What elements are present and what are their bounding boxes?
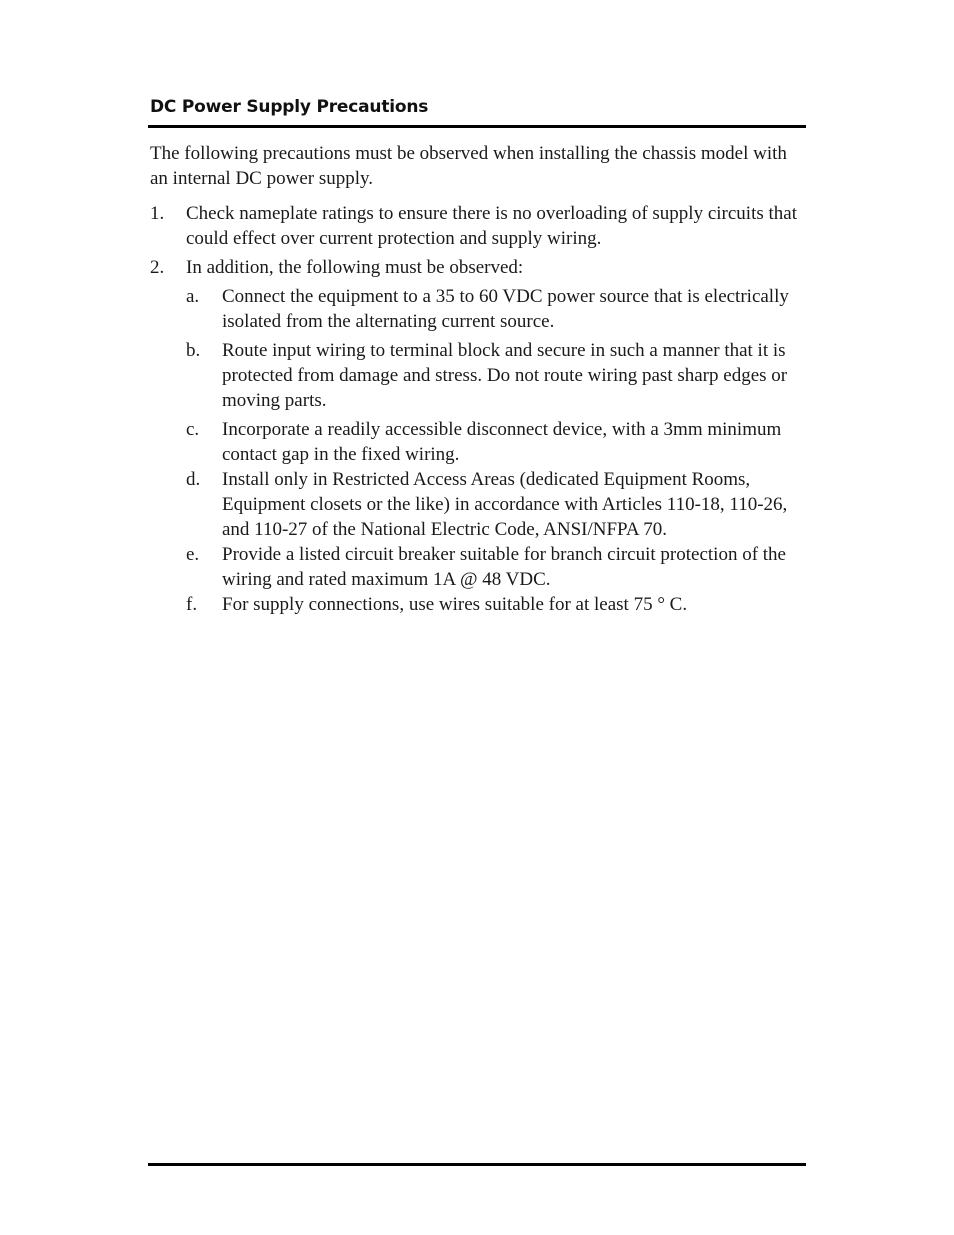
sub-item-e [186,542,806,592]
sub-list [186,284,806,617]
sub-item-c [186,417,806,467]
sub-item-text: Route input wiring to terminal block and secure in such a manner that it is protected from damage and stress. Do not route wiring past sharp edges or moving parts. [222,340,788,411]
document-page [148,0,806,1235]
section-body [150,141,806,621]
list-marker: 1. [150,203,165,224]
sub-marker: f. [186,594,198,615]
list-marker: 2. [150,257,165,278]
sub-item-text: Provide a listed circuit breaker suitable for branch circuit protection of the wiring and rated maximum 1A @ 48 VDC. [222,544,786,590]
intro-paragraph: The following precautions must be observed when installing the chassis model with an internal DC power supply. [150,143,787,189]
list-item-text: In addition, the following must be observed: [186,257,524,278]
top-rule [148,125,806,128]
sub-item-text: For supply connections, use wires suitable for at least 75 ° C. [222,594,688,615]
sub-marker: d. [186,469,201,490]
sub-marker: b. [186,340,201,361]
sub-marker: c. [186,419,200,440]
sub-item-a [186,284,806,334]
sub-item-d [186,467,806,542]
section-heading: DC Power Supply Precautions [150,97,429,117]
sub-item-text: Install only in Restricted Access Areas (dedicated Equipment Rooms, Equipment closets or the like) in accordance with Articles 110-18, 110-26, and 110-27 of the National Electric Code, ANSI/NFPA 70. [222,469,788,540]
sub-item-f [186,592,806,617]
list-item-2 [150,255,806,617]
list-item-text: Check nameplate ratings to ensure there is no overloading of supply circuits that could effect over current protection and supply wiring. [186,203,797,249]
bottom-rule [148,1163,806,1166]
sub-marker: a. [186,286,200,307]
sub-item-text: Incorporate a readily accessible disconnect device, with a 3mm minimum contact gap in the fixed wiring. [222,419,782,465]
sub-item-text: Connect the equipment to a 35 to 60 VDC power source that is electrically isolated from the alternating current source. [222,286,789,332]
sub-marker: e. [186,544,200,565]
sub-item-b [186,338,806,413]
list-item-1 [150,201,806,251]
